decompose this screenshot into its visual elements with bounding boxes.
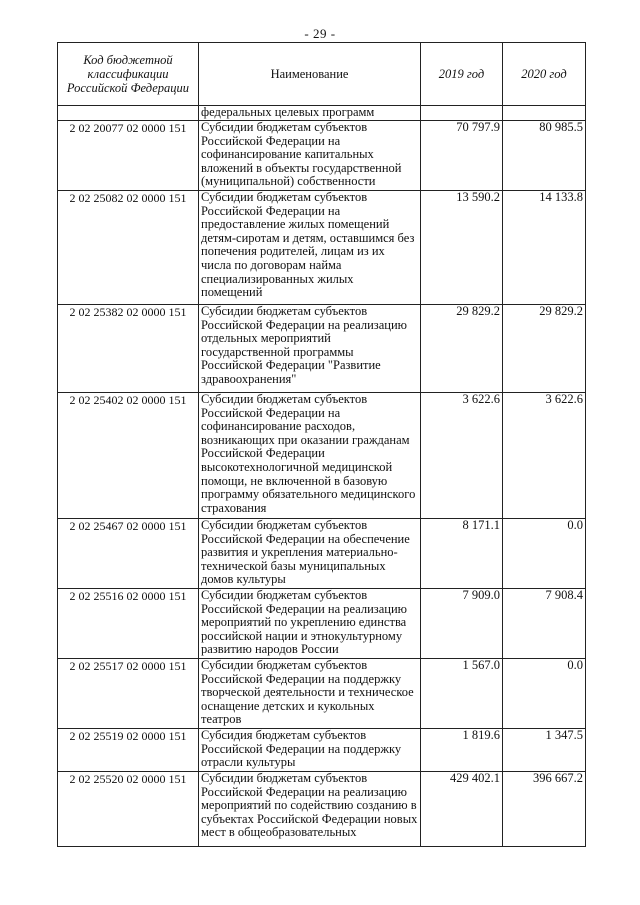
- row-value-2020: 14 133.8: [503, 191, 586, 305]
- header-name: Наименование: [199, 43, 421, 106]
- table-row: [58, 121, 586, 191]
- row-value-2020: 29 829.2: [503, 305, 586, 393]
- row-value-2020: 7 908.4: [503, 589, 586, 659]
- table-row: [58, 393, 586, 519]
- table-row: [58, 772, 586, 847]
- row-value-2019: 13 590.2: [421, 191, 503, 305]
- row-value-2019: 429 402.1: [421, 772, 503, 847]
- row-code: 2 02 25519 02 0000 151: [58, 729, 199, 772]
- row-value-2019: 1 819.6: [421, 729, 503, 772]
- table-row: [58, 589, 586, 659]
- table-row: [58, 106, 586, 121]
- row-value-2019: 7 909.0: [421, 589, 503, 659]
- row-code: 2 02 25082 02 0000 151: [58, 191, 199, 305]
- row-value-2020: 396 667.2: [503, 772, 586, 847]
- row-value-2020: 80 985.5: [503, 121, 586, 191]
- header-year-2020: 2020 год: [503, 43, 586, 106]
- row-name: Субсидии бюджетам субъектов Российской Федерации на предоставление жилых помещений детям-сиротам и детям, оставшимся без попечения родителей, лицам из их числа по договорам найма специализированных жилых помещений: [199, 191, 421, 305]
- row-name: Субсидии бюджетам субъектов Российской Федерации на софинансирование капитальных вложений в объекты государственной (муниципальной) собственности: [199, 121, 421, 191]
- row-value-2020: [503, 106, 586, 121]
- page-number: - 29 -: [304, 26, 336, 41]
- row-value-2020: 0.0: [503, 659, 586, 729]
- row-value-2019: 3 622.6: [421, 393, 503, 519]
- row-code: 2 02 20077 02 0000 151: [58, 121, 199, 191]
- row-value-2019: 70 797.9: [421, 121, 503, 191]
- row-name: федеральных целевых программ: [199, 106, 421, 121]
- row-name: Субсидии бюджетам субъектов Российской Федерации на софинансирование расходов, возникающих при оказании гражданам Российской Федерации высокотехнологичной медицинской помощи, не включенной в базовую программу обязательного медицинского страхования: [199, 393, 421, 519]
- row-value-2019: [421, 106, 503, 121]
- row-name: Субсидии бюджетам субъектов Российской Федерации на поддержку творческой деятельности и техническое оснащение детских и кукольных театров: [199, 659, 421, 729]
- row-code: 2 02 25402 02 0000 151: [58, 393, 199, 519]
- row-value-2019: 1 567.0: [421, 659, 503, 729]
- header-code: Код бюджетной классификации Российской Федерации: [58, 43, 199, 106]
- table-row: [58, 519, 586, 589]
- table-row: [58, 659, 586, 729]
- table-row: [58, 305, 586, 393]
- row-code: 2 02 25516 02 0000 151: [58, 589, 199, 659]
- budget-table: [57, 42, 586, 847]
- row-value-2020: 0.0: [503, 519, 586, 589]
- table-row: [58, 729, 586, 772]
- row-value-2020: 1 347.5: [503, 729, 586, 772]
- row-code: 2 02 25467 02 0000 151: [58, 519, 199, 589]
- row-name: Субсидии бюджетам субъектов Российской Федерации на обеспечение развития и укрепления материально-технической базы муниципальных домов культуры: [199, 519, 421, 589]
- table-row: [58, 191, 586, 305]
- row-name: Субсидии бюджетам субъектов Российской Федерации на реализацию отдельных мероприятий государственной программы Российской Федерации "Развитие здравоохранения": [199, 305, 421, 393]
- row-value-2019: 8 171.1: [421, 519, 503, 589]
- row-name: Субсидии бюджетам субъектов Российской Федерации на реализацию мероприятий по укреплению единства российской нации и этнокультурному развитию народов России: [199, 589, 421, 659]
- table-header-row: [58, 43, 586, 106]
- row-value-2019: 29 829.2: [421, 305, 503, 393]
- row-name: Субсидия бюджетам субъектов Российской Федерации на поддержку отрасли культуры: [199, 729, 421, 772]
- row-name: Субсидии бюджетам субъектов Российской Федерации на реализацию мероприятий по содействию созданию в субъектах Российской Федерации новых мест в общеобразовательных: [199, 772, 421, 847]
- row-code: 2 02 25520 02 0000 151: [58, 772, 199, 847]
- row-code: 2 02 25382 02 0000 151: [58, 305, 199, 393]
- row-code: 2 02 25517 02 0000 151: [58, 659, 199, 729]
- header-year-2019: 2019 год: [421, 43, 503, 106]
- row-code: [58, 106, 199, 121]
- row-value-2020: 3 622.6: [503, 393, 586, 519]
